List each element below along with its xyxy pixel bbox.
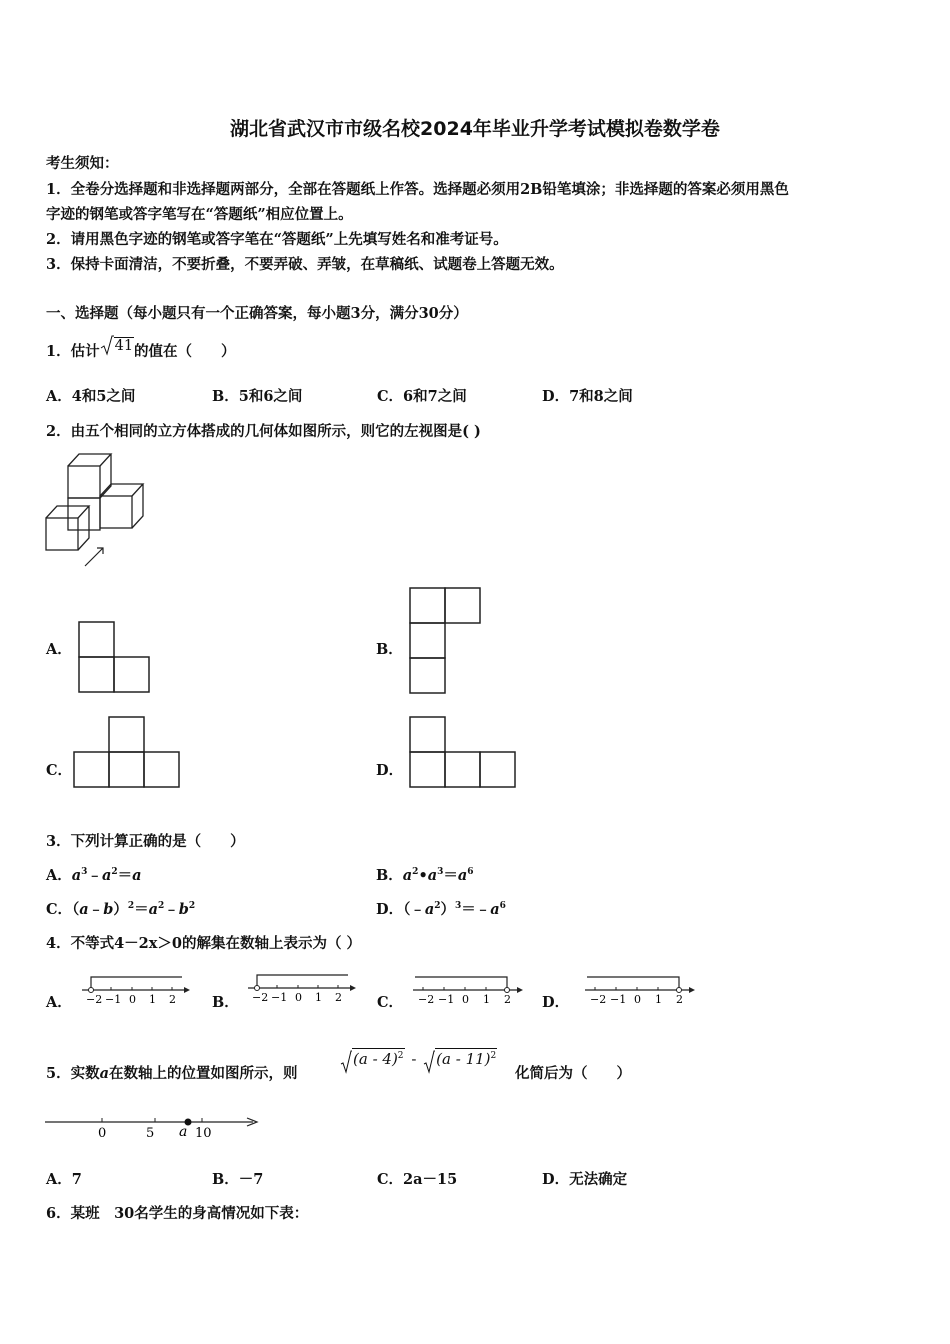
q5-expression <box>340 1050 497 1068</box>
tick-label: 2 <box>335 991 342 1004</box>
q2-label-c: C． <box>46 762 73 779</box>
q2-option-b-figure <box>409 587 489 697</box>
q5-option-c: C．2a－15 <box>377 1171 458 1188</box>
q5-var: a <box>99 1065 109 1082</box>
q6-stem: 6．某班 30名学生的身高情况如下表： <box>46 1205 309 1222</box>
q1-radicand: 41 <box>114 338 134 354</box>
q3-label-b: B． <box>376 867 403 884</box>
q2-option-a-figure <box>78 621 158 701</box>
q5-minus: - <box>411 1050 417 1068</box>
q5-option-a: A．7 <box>46 1171 82 1188</box>
q5-post: 化简后为（ ） <box>515 1065 631 1082</box>
q2-label-a: A． <box>46 641 72 658</box>
tick-label: 0 <box>129 993 136 1006</box>
q4-label-c: C． <box>377 994 404 1011</box>
q5-rad2: (a - 11) <box>436 1050 491 1068</box>
radical-sign <box>100 336 114 358</box>
q2-option-c-figure <box>73 716 183 796</box>
axis-label-5: 5 <box>146 1126 155 1141</box>
sqrt-term-1 <box>340 1050 405 1068</box>
tick-label: −1 <box>438 993 455 1006</box>
notice-line-1: 1．全卷分选择题和非选择题两部分，全部在答题纸上作答。选择题必须用2B铅笔填涂；非选择题的答案必须用黑色 <box>46 181 789 198</box>
q1-option-c: C．6和7之间 <box>377 388 467 405</box>
q5-pre: 5．实数 <box>46 1065 100 1082</box>
q5-exp-2: 2 <box>490 1051 497 1061</box>
q3-option-a: A．$a^3﹣a^2=a$ <box>46 867 142 884</box>
q5-exp-1: 2 <box>397 1051 404 1061</box>
notice-heading: 考生须知： <box>46 155 119 172</box>
tick-label: −1 <box>271 991 288 1004</box>
q3-stem: 3．下列计算正确的是（ ） <box>46 833 245 850</box>
tick-label: 0 <box>462 993 469 1006</box>
axis-label-a: a <box>179 1124 188 1140</box>
notice-line-2: 2．请用黑色字迹的钢笔或答字笔在“答题纸”上先填写姓名和准考证号。 <box>46 231 508 248</box>
q4-option-b-numberline <box>248 970 358 1010</box>
q5-rad1: (a - 4) <box>353 1050 398 1068</box>
tick-label: −2 <box>418 993 435 1006</box>
q5-mid: 在数轴上的位置如图所示，则 <box>109 1065 298 1082</box>
sqrt-term-2 <box>423 1050 497 1068</box>
q4-option-a-numberline <box>82 972 192 1012</box>
sqrt-41 <box>100 338 134 354</box>
q5-option-d: D．无法确定 <box>542 1171 628 1188</box>
axis-label-0: 0 <box>98 1126 107 1141</box>
tick-label: 1 <box>315 991 322 1004</box>
tick-label: 2 <box>504 993 511 1006</box>
q3-label-a: A． <box>46 867 72 884</box>
q1-post: 的值在（ ） <box>134 343 236 360</box>
q5-stem <box>46 1062 298 1083</box>
section-heading: 一、选择题（每小题只有一个正确答案，每小题3分，满分30分） <box>46 305 468 322</box>
radical-sign <box>423 1050 435 1076</box>
q1-stem <box>46 340 236 361</box>
tick-label: 2 <box>676 993 683 1006</box>
tick-label: 1 <box>655 993 662 1006</box>
tick-label: −1 <box>105 993 122 1006</box>
q3-label-d: D． <box>376 901 404 918</box>
q5-option-b: B．－7 <box>212 1171 264 1188</box>
radical-sign <box>340 1050 352 1076</box>
q4-label-a: A． <box>46 994 72 1011</box>
q1-option-b: B．5和6之间 <box>212 388 303 405</box>
q2-option-d-figure <box>409 716 519 796</box>
tick-label: 0 <box>295 991 302 1004</box>
tick-label: 1 <box>149 993 156 1006</box>
q4-label-d: D． <box>542 994 570 1011</box>
notice-line-3: 3．保持卡面清洁，不要折叠，不要弄破、弄皱，在草稿纸、试题卷上答题无效。 <box>46 256 564 273</box>
q3-option-c: C．$(a﹣b)^2=a^2﹣b^2$ <box>46 901 196 918</box>
q1-option-d: D．7和8之间 <box>542 388 633 405</box>
q2-label-d: D． <box>376 762 404 779</box>
q2-cube-figure <box>43 450 153 570</box>
tick-label: 0 <box>634 993 641 1006</box>
q3-label-c: C． <box>46 901 73 918</box>
tick-label: −2 <box>86 993 103 1006</box>
q2-label-b: B． <box>376 641 403 658</box>
q4-option-c-numberline <box>413 972 528 1012</box>
tick-label: −2 <box>590 993 607 1006</box>
q4-stem: 4．不等式4－2x＞0的解集在数轴上表示为（ ） <box>46 935 362 952</box>
tick-label: 1 <box>483 993 490 1006</box>
q5-radicand-1 <box>352 1048 405 1068</box>
q5-radicand-2 <box>435 1048 497 1068</box>
q3-option-b: B．$a^2•a^3=a^6$ <box>376 867 474 884</box>
tick-label: −1 <box>610 993 627 1006</box>
axis-label-10: 10 <box>195 1126 212 1141</box>
q5-number-line <box>45 1114 265 1144</box>
q2-stem: 2．由五个相同的立方体搭成的几何体如图所示，则它的左视图是( ) <box>46 423 481 440</box>
page-title: 湖北省武汉市市级名校2024年毕业升学考试模拟卷数学卷 <box>230 118 720 140</box>
q3-option-d: D．$(﹣a^2)^3=﹣a^6$ <box>376 901 506 918</box>
tick-label: 2 <box>169 993 176 1006</box>
notice-line-1b: 字迹的钢笔或答字笔写在“答题纸”相应位置上。 <box>46 206 353 223</box>
tick-label: −2 <box>252 991 269 1004</box>
q1-pre: 1．估计 <box>46 343 100 360</box>
q4-label-b: B． <box>212 994 239 1011</box>
q4-option-d-numberline <box>585 972 700 1012</box>
q1-option-a: A．4和5之间 <box>46 388 136 405</box>
